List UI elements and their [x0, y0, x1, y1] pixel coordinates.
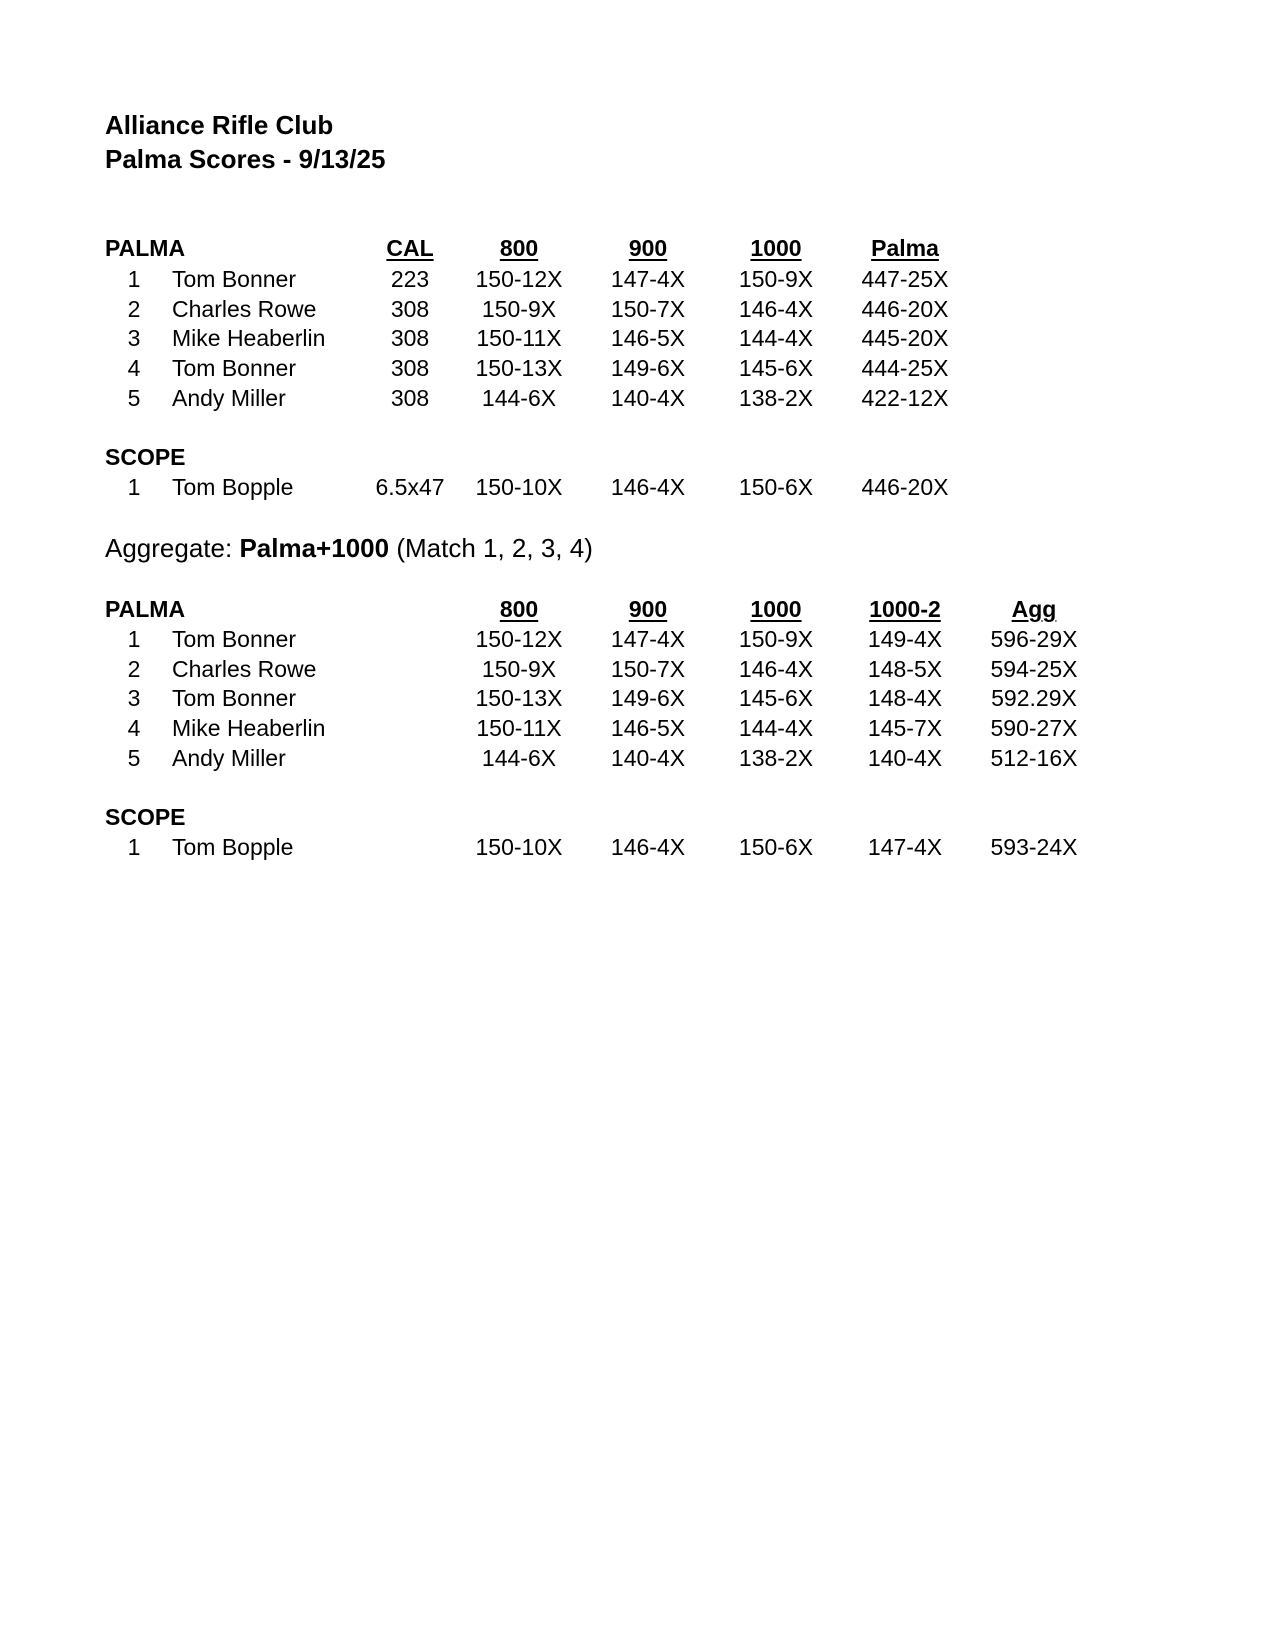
section-label-scope: SCOPE	[105, 444, 186, 470]
score-900: 150-7X	[610, 656, 686, 682]
score-1000: 150-6X	[738, 474, 814, 500]
score-800: 150-13X	[475, 685, 563, 711]
rank: 1	[127, 266, 141, 292]
score-1000: 150-9X	[738, 626, 814, 652]
score-1000: 138-2X	[738, 385, 814, 411]
score-agg: 596-29X	[990, 626, 1078, 652]
table-row	[0, 474, 1275, 504]
score-1000-2: 147-4X	[867, 834, 943, 860]
score-1000-2: 148-4X	[867, 685, 943, 711]
score-1000: 146-4X	[738, 656, 814, 682]
shooter-name: Mike Heaberlin	[172, 715, 326, 741]
rank: 1	[127, 834, 141, 860]
aggregate-prefix: Aggregate:	[105, 533, 233, 563]
rank: 3	[127, 325, 141, 351]
score-900: 149-6X	[610, 355, 686, 381]
score-800: 144-6X	[481, 745, 557, 771]
score-1000: 144-4X	[738, 715, 814, 741]
score-800: 150-13X	[475, 355, 563, 381]
column-header-1000: 1000	[750, 235, 802, 261]
caliber: 308	[390, 325, 430, 351]
column-header-palma: Palma	[871, 235, 939, 261]
score-agg: 590-27X	[990, 715, 1078, 741]
column-header-800: 800	[499, 235, 539, 261]
shooter-name: Andy Miller	[172, 745, 286, 771]
score-800: 150-11X	[476, 325, 562, 351]
rank: 5	[127, 385, 141, 411]
score-900: 147-4X	[610, 266, 686, 292]
rank: 1	[127, 626, 141, 652]
page-subtitle: Palma Scores - 9/13/25	[105, 144, 386, 174]
score-800: 150-9X	[481, 656, 557, 682]
rank: 3	[127, 685, 141, 711]
score-900: 146-4X	[610, 474, 686, 500]
score-900: 140-4X	[610, 745, 686, 771]
table-row	[0, 834, 1275, 864]
shooter-name: Tom Bopple	[172, 474, 294, 500]
score-900: 149-6X	[610, 685, 686, 711]
score-1000: 145-6X	[738, 355, 814, 381]
score-900: 146-5X	[610, 715, 686, 741]
score-1000-2: 145-7X	[867, 715, 943, 741]
shooter-name: Tom Bonner	[172, 266, 297, 292]
table-row	[0, 266, 1275, 296]
caliber: 223	[390, 266, 430, 292]
rank: 5	[127, 745, 141, 771]
score-agg: 594-25X	[990, 656, 1078, 682]
score-palma: 447-25X	[861, 266, 949, 292]
shooter-name: Charles Rowe	[172, 296, 317, 322]
score-1000-2: 149-4X	[867, 626, 943, 652]
section-label-palma: PALMA	[105, 596, 186, 622]
table-row	[0, 715, 1275, 745]
shooter-name: Andy Miller	[172, 385, 286, 411]
caliber: 308	[390, 296, 430, 322]
score-agg: 512-16X	[990, 745, 1078, 771]
rank: 2	[127, 296, 141, 322]
column-header-800: 800	[499, 596, 539, 622]
score-800: 150-9X	[481, 296, 557, 322]
table-row	[0, 385, 1275, 415]
table-row	[0, 296, 1275, 326]
shooter-name: Tom Bonner	[172, 355, 297, 381]
score-agg: 592.29X	[991, 685, 1077, 711]
score-800: 150-10X	[475, 474, 563, 500]
score-palma: 446-20X	[861, 296, 949, 322]
score-1000: 145-6X	[738, 685, 814, 711]
caliber: 308	[390, 355, 430, 381]
shooter-name: Tom Bonner	[172, 626, 297, 652]
caliber: 6.5x47	[375, 474, 445, 500]
caliber: 308	[390, 385, 430, 411]
table-row	[0, 626, 1275, 656]
shooter-name: Mike Heaberlin	[172, 325, 326, 351]
score-agg: 593-24X	[990, 834, 1078, 860]
score-1000-2: 148-5X	[867, 656, 943, 682]
aggregate-name: Palma+1000	[239, 533, 390, 563]
column-header-1000: 1000	[750, 596, 802, 622]
column-header-cal: CAL	[386, 235, 434, 261]
column-header-900: 900	[628, 235, 668, 261]
score-palma: 446-20X	[861, 474, 949, 500]
section-label-palma: PALMA	[105, 235, 186, 261]
column-header-1000-2: 1000-2	[869, 596, 941, 622]
column-header-900: 900	[628, 596, 668, 622]
score-800: 144-6X	[481, 385, 557, 411]
shooter-name: Tom Bopple	[172, 834, 294, 860]
rank: 4	[127, 355, 141, 381]
score-800: 150-10X	[475, 834, 563, 860]
score-palma: 445-20X	[861, 325, 949, 351]
score-800: 150-12X	[475, 626, 563, 652]
table-row	[0, 685, 1275, 715]
table-row	[0, 325, 1275, 355]
table-row	[0, 656, 1275, 686]
column-header-agg: Agg	[1011, 596, 1057, 622]
rank: 1	[127, 474, 141, 500]
table-row	[0, 745, 1275, 775]
score-palma: 444-25X	[861, 355, 949, 381]
score-900: 146-4X	[610, 834, 686, 860]
rank: 2	[127, 656, 141, 682]
score-800: 150-11X	[476, 715, 562, 741]
score-palma: 422-12X	[861, 385, 949, 411]
score-1000: 144-4X	[738, 325, 814, 351]
table-row	[0, 355, 1275, 385]
score-1000: 150-9X	[738, 266, 814, 292]
score-1000: 150-6X	[738, 834, 814, 860]
aggregate-matches: (Match 1, 2, 3, 4)	[396, 533, 593, 563]
aggregate-heading	[105, 533, 593, 564]
rank: 4	[127, 715, 141, 741]
shooter-name: Charles Rowe	[172, 656, 317, 682]
score-900: 146-5X	[610, 325, 686, 351]
score-800: 150-12X	[475, 266, 563, 292]
club-title: Alliance Rifle Club	[105, 110, 334, 140]
score-1000-2: 140-4X	[867, 745, 943, 771]
score-1000: 146-4X	[738, 296, 814, 322]
table-header	[0, 235, 1275, 265]
score-900: 147-4X	[610, 626, 686, 652]
score-900: 150-7X	[610, 296, 686, 322]
table-header	[0, 596, 1275, 626]
score-1000: 138-2X	[738, 745, 814, 771]
shooter-name: Tom Bonner	[172, 685, 297, 711]
section-label-scope: SCOPE	[105, 804, 186, 830]
score-900: 140-4X	[610, 385, 686, 411]
